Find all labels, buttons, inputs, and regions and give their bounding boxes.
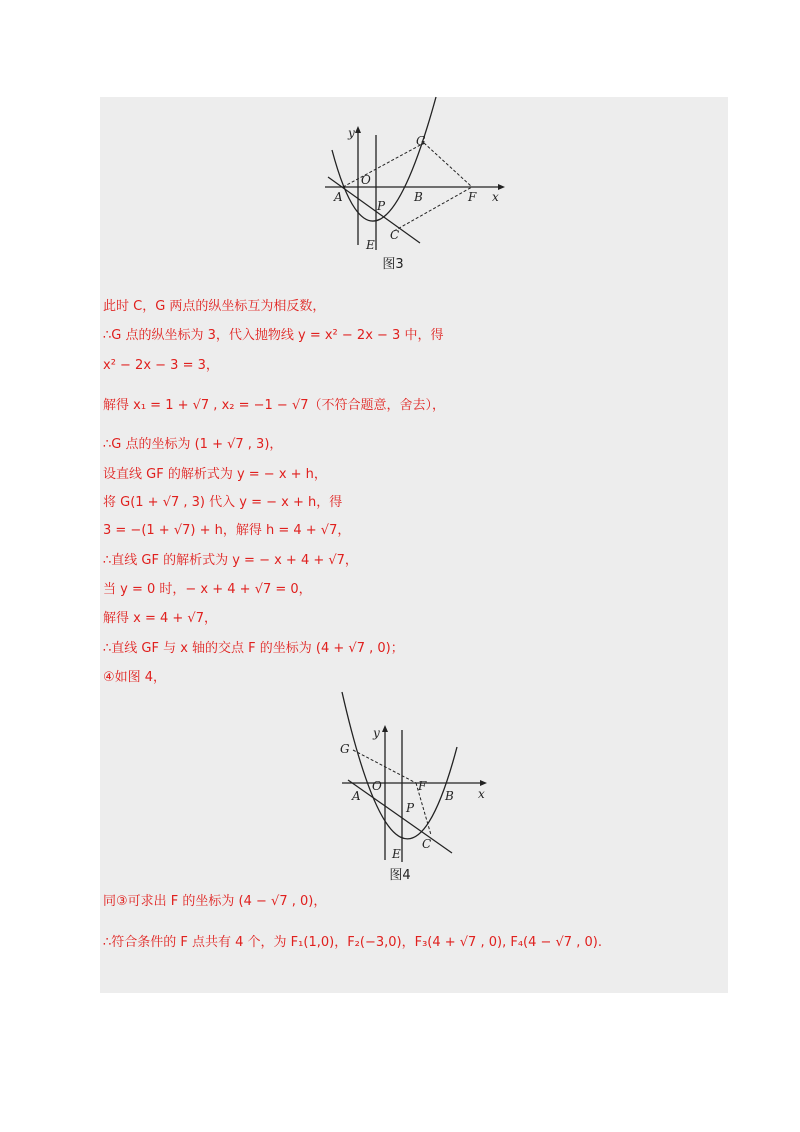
figure-4 (330, 690, 500, 865)
fig4-label-o: O (372, 779, 382, 793)
fig4-label-f: F (418, 779, 427, 793)
figure-3 (320, 95, 510, 255)
text-line-8: 3 = −(1 + √7) + h，解得 h = 4 + √7， (103, 523, 351, 538)
text-line-3: x² − 2x − 3 = 3， (103, 358, 219, 373)
text-line-6: 设直线 GF 的解析式为 y = − x + h， (103, 467, 327, 482)
text-line-9: ∴直线 GF 的解析式为 y = − x + 4 + √7， (103, 553, 358, 568)
figure-4-caption: 图4 (389, 868, 411, 883)
figure-3-graph (320, 95, 510, 255)
fig3-label-f: F (468, 190, 477, 204)
text-line-2: ∴G 点的纵坐标为 3，代入抛物线 y = x² − 2x − 3 中，得 (103, 328, 444, 343)
fig4-label-g: G (340, 742, 350, 756)
fig3-label-x: x (492, 190, 499, 204)
fig3-label-o: O (361, 173, 371, 187)
fig4-label-e: E (392, 847, 401, 861)
fig4-label-c: C (422, 837, 432, 851)
fig4-label-p: P (406, 801, 415, 815)
text-line-5: ∴G 点的坐标为 (1 + √7 , 3)， (103, 437, 283, 452)
fig3-label-y: y (348, 126, 355, 140)
fig4-label-y: y (373, 726, 380, 740)
fig4-label-x: x (478, 787, 485, 801)
fig3-label-p: P (377, 199, 386, 213)
figure-4-graph (330, 690, 500, 865)
text-line-15: ∴符合条件的 F 点共有 4 个，为 F₁(1,0)，F₂(−3,0)，F₃(4 + √7 , 0), F₄(4 − √7 , 0). (103, 935, 602, 950)
text-line-11: 解得 x = 4 + √7， (103, 611, 217, 626)
text-line-7: 将 G(1 + √7 , 3) 代入 y = − x + h，得 (103, 495, 343, 510)
text-line-12: ∴直线 GF 与 x 轴的交点 F 的坐标为 (4 + √7 , 0)； (103, 641, 404, 656)
fig3-label-a: A (334, 190, 343, 204)
figure-3-caption: 图3 (382, 257, 404, 272)
fig4-label-b: B (445, 789, 454, 803)
text-line-4: 解得 x₁ = 1 + √7 , x₂ = −1 − √7（不符合题意，舍去）， (103, 398, 446, 413)
fig3-label-b: B (414, 190, 423, 204)
text-line-13: ④如图 4， (103, 670, 167, 685)
fig3-label-e: E (366, 238, 375, 252)
text-line-1: 此时 C，G 两点的纵坐标互为相反数， (103, 299, 326, 314)
text-line-10: 当 y = 0 时，− x + 4 + √7 = 0， (103, 582, 312, 597)
text-line-14: 同③可求出 F 的坐标为 (4 − √7 , 0)， (103, 894, 327, 909)
fig3-label-c: C (390, 228, 400, 242)
fig3-label-g: G (416, 134, 426, 148)
fig4-label-a: A (352, 789, 361, 803)
